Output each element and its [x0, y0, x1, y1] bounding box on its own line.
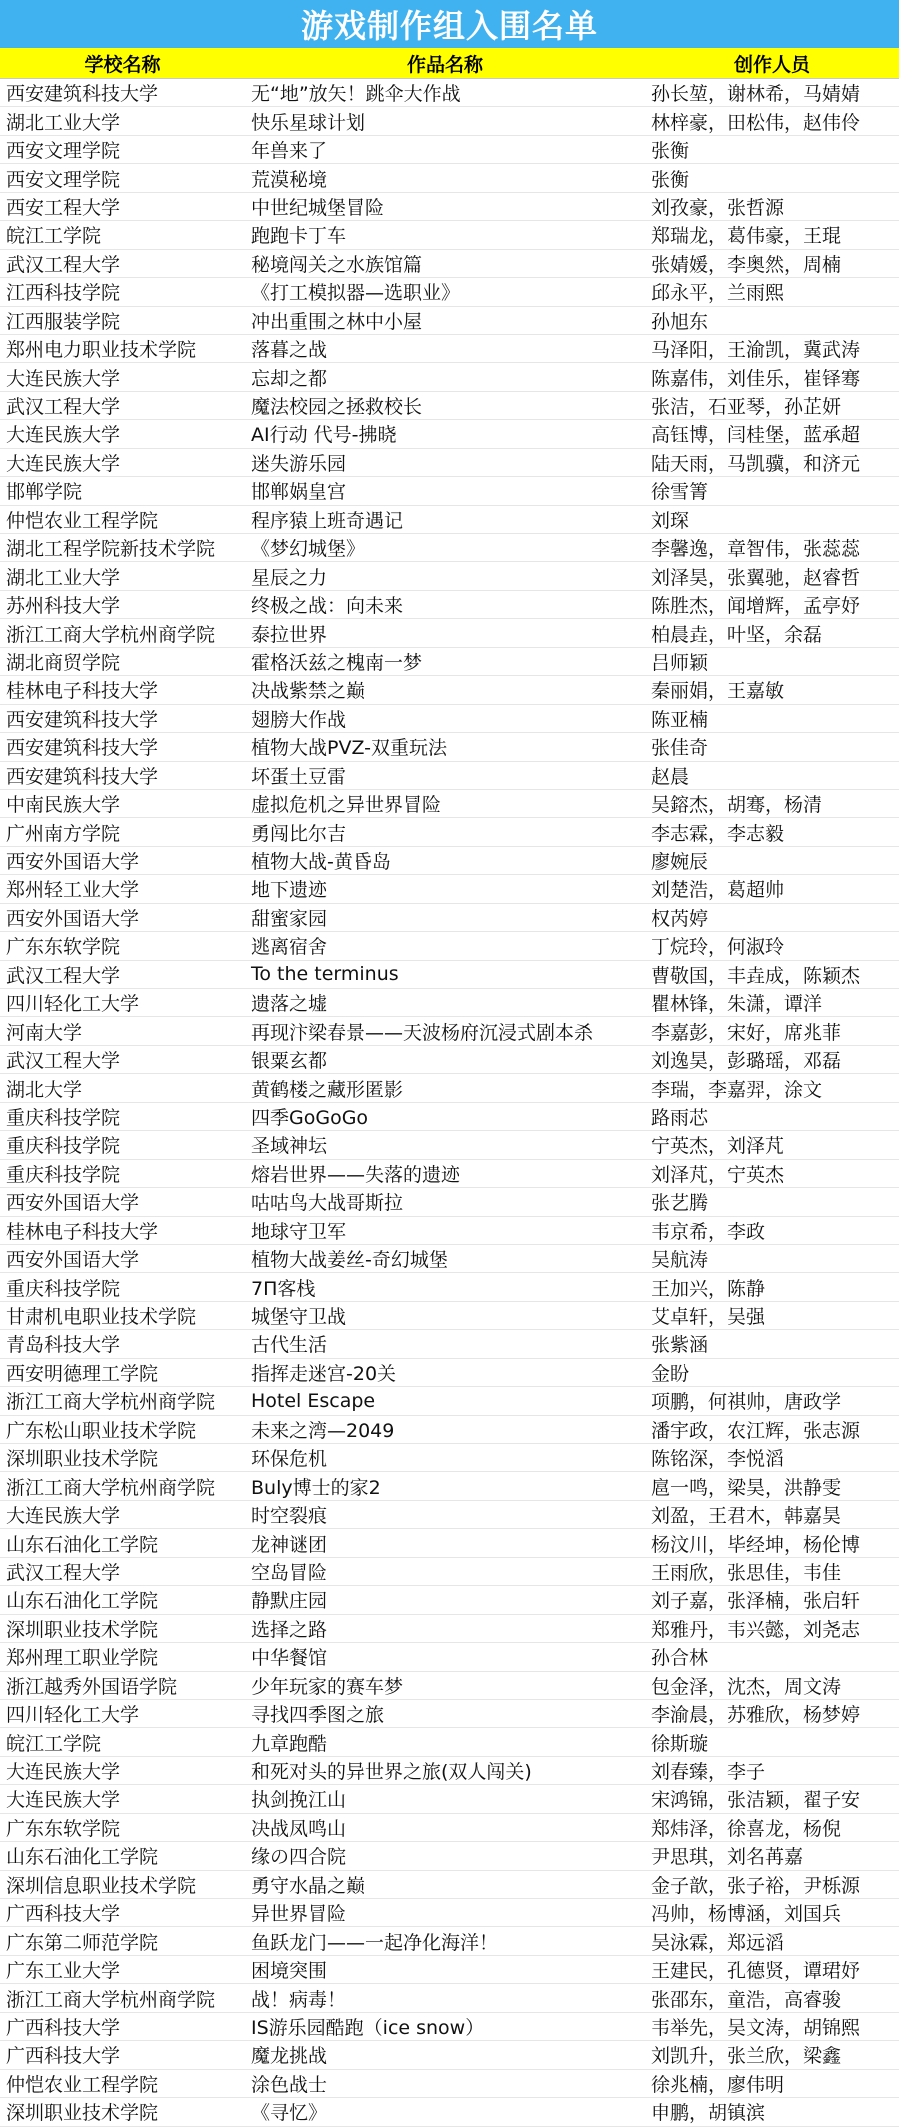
table-row: [0, 136, 899, 164]
cell-work: 城堡守卫战: [251, 1306, 347, 1329]
cell-school: 西安建筑科技大学: [6, 737, 159, 760]
cell-work: 植物大战PVZ-双重玩法: [251, 737, 447, 760]
table-row: [0, 619, 899, 647]
cell-work: 坏蛋土豆雷: [251, 765, 347, 788]
cell-school: 西安文理学院: [6, 140, 121, 163]
cell-work: 古代生活: [251, 1334, 328, 1357]
table-row: [0, 1586, 899, 1614]
table-header: [0, 48, 899, 79]
cell-school: 郑州电力职业技术学院: [6, 339, 197, 362]
cell-work: 地下遗迹: [251, 879, 328, 902]
cell-school: 广州南方学院: [6, 822, 121, 845]
table-row: [0, 932, 899, 960]
cell-work: 困境突围: [251, 1960, 328, 1983]
table-row: [0, 1757, 899, 1785]
cell-work: 空岛冒险: [251, 1561, 328, 1584]
cell-work: 迷失游乐园: [251, 452, 347, 475]
cell-school: 深圳信息职业技术学院: [6, 1874, 197, 1897]
cell-work: 决战紫禁之巅: [251, 680, 366, 703]
table-row: [0, 1672, 899, 1700]
cell-school: 湖北工业大学: [6, 566, 121, 589]
table-row: [0, 363, 899, 391]
cell-work: 九章跑酷: [251, 1732, 328, 1755]
cell-work: To the terminus: [251, 963, 399, 986]
cell-work: 勇守水晶之巅: [251, 1874, 366, 1897]
cell-school: 江西服装学院: [6, 310, 121, 333]
cell-school: 西安外国语大学: [6, 907, 140, 930]
table-row: [0, 278, 899, 306]
cell-people: 刘泽昊，张翼驰，赵睿哲: [651, 566, 861, 589]
cell-work: 程序猿上班奇遇记: [251, 509, 404, 532]
cell-people: 马泽阳，王渝凯，冀武涛: [651, 339, 861, 362]
table-row: [0, 1245, 899, 1273]
cell-school: 湖北工业大学: [6, 111, 121, 134]
cell-school: 重庆科技学院: [6, 1163, 121, 1186]
cell-school: 武汉工程大学: [6, 1050, 121, 1073]
page-title: 游戏制作组入围名单: [0, 0, 899, 48]
table-row: [0, 904, 899, 932]
cell-work: Hotel Escape: [251, 1389, 376, 1412]
cell-school: 山东石油化工学院: [6, 1590, 159, 1613]
cell-school: 广西科技大学: [6, 1903, 121, 1926]
table-row: [0, 307, 899, 335]
table-row: [0, 1017, 899, 1045]
cell-school: 武汉工程大学: [6, 253, 121, 276]
cell-people: 刘泽芃，宁英杰: [651, 1163, 785, 1186]
cell-school: 广西科技大学: [6, 2016, 121, 2039]
table-row: [0, 1728, 899, 1756]
cell-school: 武汉工程大学: [6, 396, 121, 419]
cell-people: 扈一鸣，梁昊，洪静雯: [651, 1476, 842, 1499]
table-row: [0, 762, 899, 790]
cell-school: 四川轻化工大学: [6, 993, 140, 1016]
table-row: [0, 1814, 899, 1842]
table-row: [0, 1899, 899, 1927]
cell-work: Buly博士的家2: [251, 1476, 381, 1499]
cell-work: 地球守卫军: [251, 1220, 347, 1243]
cell-people: 项鹏，何祺帅，唐政学: [651, 1391, 842, 1414]
cell-people: 张邵东，童浩，高睿骏: [651, 1988, 842, 2011]
cell-work: 无“地”放矢！跳伞大作战: [251, 83, 461, 106]
cell-school: 重庆科技学院: [6, 1277, 121, 1300]
cell-school: 深圳职业技术学院: [6, 1618, 159, 1641]
cell-people: 吕师颖: [651, 651, 709, 674]
table-row: [0, 1501, 899, 1529]
table-row: [0, 506, 899, 534]
cell-school: 山东石油化工学院: [6, 1533, 159, 1556]
cell-people: 瞿林锋，朱潇，谭洋: [651, 993, 823, 1016]
cell-people: 路雨芯: [651, 1106, 709, 1129]
cell-school: 大连民族大学: [6, 367, 121, 390]
cell-school: 浙江工商大学杭州商学院: [6, 623, 216, 646]
cell-people: 刘春臻，李子: [651, 1761, 766, 1784]
cell-work: 异世界冒险: [251, 1903, 347, 1926]
cell-people: 刘孜豪，张哲源: [651, 196, 785, 219]
cell-school: 武汉工程大学: [6, 1561, 121, 1584]
cell-school: 浙江工商大学杭州商学院: [6, 1988, 216, 2011]
cell-people: 李渝晨，苏雅欣，杨梦婷: [651, 1704, 861, 1727]
table-row: [0, 2070, 899, 2098]
cell-school: 西安建筑科技大学: [6, 765, 159, 788]
cell-work: 冲出重围之林中小屋: [251, 310, 423, 333]
cell-work: 和死对头的异世界之旅(双人闯关): [251, 1761, 532, 1784]
cell-people: 徐兆楠，廖伟明: [651, 2073, 785, 2096]
table-row: [0, 1046, 899, 1074]
table-row: [0, 1558, 899, 1586]
cell-people: 韦京希，李政: [651, 1220, 766, 1243]
cell-people: 金盼: [651, 1362, 690, 1385]
table-body: [0, 79, 899, 2127]
cell-people: 徐斯璇: [651, 1732, 709, 1755]
table-row: [0, 1785, 899, 1813]
cell-people: 刘凯升，张兰欣，梁鑫: [651, 2045, 842, 2068]
table-row: [0, 875, 899, 903]
cell-work: 决战凤鸣山: [251, 1817, 347, 1840]
table-row: [0, 221, 899, 249]
table-row: [0, 1302, 899, 1330]
cell-people: 金子歆，张子裕，尹栎源: [651, 1874, 861, 1897]
cell-school: 深圳职业技术学院: [6, 2102, 159, 2125]
cell-work: 寻找四季图之旅: [251, 1704, 385, 1727]
cell-people: 丁烷玲，何淑玲: [651, 936, 785, 959]
cell-work: 魔龙挑战: [251, 2045, 328, 2068]
cell-people: 宋鸿锦，张洁颖，翟子安: [651, 1789, 861, 1812]
cell-people: 李志霖，李志毅: [651, 822, 785, 845]
cell-school: 大连民族大学: [6, 1761, 121, 1784]
cell-school: 河南大学: [6, 1021, 83, 1044]
cell-school: 西安外国语大学: [6, 851, 140, 874]
cell-work: 时空裂痕: [251, 1505, 328, 1528]
cell-people: 柏晨垚，叶坚，余磊: [651, 623, 823, 646]
cell-work: 霍格沃兹之槐南一梦: [251, 651, 423, 674]
cell-people: 潘宇政，农江辉，张志源: [651, 1419, 861, 1442]
cell-people: 孙旭东: [651, 310, 709, 333]
cell-people: 宁英杰，刘泽芃: [651, 1135, 785, 1158]
cell-school: 邯郸学院: [6, 481, 83, 504]
cell-people: 吴航涛: [651, 1249, 709, 1272]
table-row: [0, 392, 899, 420]
table-row: [0, 1444, 899, 1472]
table-row: [0, 1956, 899, 1984]
table-row: [0, 193, 899, 221]
table-row: [0, 1074, 899, 1102]
cell-work: 7Π客栈: [251, 1277, 316, 1300]
table-row: [0, 2013, 899, 2041]
table-row: [0, 164, 899, 192]
cell-work: 植物大战-黄昏岛: [251, 851, 391, 874]
cell-work: 静默庄园: [251, 1590, 328, 1613]
cell-work: 龙神谜团: [251, 1533, 328, 1556]
cell-work: 落暮之战: [251, 339, 328, 362]
cell-people: 权芮婷: [651, 907, 709, 930]
cell-people: 张洁，石亚琴，孙芷妍: [651, 396, 842, 419]
cell-work: 翅膀大作战: [251, 708, 347, 731]
cell-people: 陈亚楠: [651, 708, 709, 731]
cell-school: 大连民族大学: [6, 1505, 121, 1528]
table-row: [0, 335, 899, 363]
cell-people: 郑瑞龙，葛伟豪，王琨: [651, 225, 842, 248]
cell-school: 四川轻化工大学: [6, 1704, 140, 1727]
table-row: [0, 733, 899, 761]
cell-work: 荒漠秘境: [251, 168, 328, 191]
cell-people: 张佳奇: [651, 737, 709, 760]
table-row: [0, 1871, 899, 1899]
cell-work: 勇闯比尔吉: [251, 822, 347, 845]
cell-school: 皖江工学院: [6, 1732, 102, 1755]
cell-school: 广东东软学院: [6, 1817, 121, 1840]
table-row: [0, 1273, 899, 1301]
cell-people: 刘琛: [651, 509, 690, 532]
cell-people: 高钰博，闫桂堡，蓝承超: [651, 424, 861, 447]
table-row: [0, 818, 899, 846]
cell-work: 泰拉世界: [251, 623, 328, 646]
cell-school: 广东第二师范学院: [6, 1931, 159, 1954]
cell-people: 李嘉彭，宋好，席兆菲: [651, 1021, 842, 1044]
cell-work: 星辰之力: [251, 566, 328, 589]
cell-work: 黄鹤楼之藏形匿影: [251, 1078, 404, 1101]
cell-people: 申鹏，胡镇滨: [651, 2102, 766, 2125]
cell-work: 涂色战士: [251, 2073, 328, 2096]
cell-work: 咕咕鸟大战哥斯拉: [251, 1192, 404, 1215]
cell-people: 秦丽娟，王嘉敏: [651, 680, 785, 703]
table-row: [0, 1842, 899, 1870]
cell-school: 浙江越秀外国语学院: [6, 1675, 178, 1698]
table-row: [0, 2041, 899, 2069]
cell-school: 甘肃机电职业技术学院: [6, 1306, 197, 1329]
cell-people: 韦举先，吴文涛，胡锦熙: [651, 2016, 861, 2039]
cell-work: 《打工模拟器—选职业》: [251, 282, 461, 305]
cell-school: 西安建筑科技大学: [6, 708, 159, 731]
cell-people: 刘盈，王君木，韩嘉昊: [651, 1505, 842, 1528]
table-row: [0, 1103, 899, 1131]
cell-school: 浙江工商大学杭州商学院: [6, 1391, 216, 1414]
table-row: [0, 477, 899, 505]
table-row: [0, 107, 899, 135]
cell-people: 孙长堃，谢林希，马婧婧: [651, 83, 861, 106]
cell-work: 圣域神坛: [251, 1135, 328, 1158]
cell-school: 大连民族大学: [6, 424, 121, 447]
cell-school: 苏州科技大学: [6, 595, 121, 618]
cell-people: 陈铭深，李悦滔: [651, 1448, 785, 1471]
cell-people: 陈嘉伟，刘佳乐，崔铎骞: [651, 367, 861, 390]
cell-school: 武汉工程大学: [6, 964, 121, 987]
cell-people: 张衡: [651, 140, 690, 163]
table-row: [0, 1160, 899, 1188]
cell-school: 西安文理学院: [6, 168, 121, 191]
cell-school: 郑州理工职业学院: [6, 1647, 159, 1670]
table-row: [0, 420, 899, 448]
cell-school: 江西科技学院: [6, 282, 121, 305]
cell-work: 战！病毒！: [251, 1988, 347, 2011]
cell-school: 重庆科技学院: [6, 1135, 121, 1158]
table-row: [0, 1131, 899, 1159]
cell-people: 李瑞，李嘉羿，涂文: [651, 1078, 823, 1101]
cell-people: 冯帅，杨博涵，刘国兵: [651, 1903, 842, 1926]
table-row: [0, 648, 899, 676]
cell-work: 植物大战姜丝-奇幻城堡: [251, 1249, 448, 1272]
cell-school: 山东石油化工学院: [6, 1846, 159, 1869]
cell-work: 缘の四合院: [251, 1846, 347, 1869]
cell-people: 艾卓轩，吴强: [651, 1306, 766, 1329]
cell-people: 吴泳霖，郑远滔: [651, 1931, 785, 1954]
table-row: [0, 1188, 899, 1216]
cell-school: 中南民族大学: [6, 794, 121, 817]
cell-work: IS游乐园酷跑（ice snow）: [251, 2016, 485, 2039]
cell-school: 西安外国语大学: [6, 1192, 140, 1215]
cell-people: 王建民，孔德贤，谭珺妤: [651, 1960, 861, 1983]
table-row: [0, 705, 899, 733]
table-row: [0, 1615, 899, 1643]
cell-people: 王雨欣，张思佳，韦佳: [651, 1561, 842, 1584]
cell-school: 桂林电子科技大学: [6, 1220, 159, 1243]
table-row: [0, 1472, 899, 1500]
cell-work: 跑跑卡丁车: [251, 225, 347, 248]
cell-school: 西安明德理工学院: [6, 1362, 159, 1385]
cell-work: 终极之战：向未来: [251, 595, 404, 618]
cell-people: 郑雅丹，韦兴懿，刘尧志: [651, 1618, 861, 1641]
cell-school: 湖北工程学院新技术学院: [6, 538, 216, 561]
table-row: [0, 1643, 899, 1671]
cell-work: 中华餐馆: [251, 1647, 328, 1670]
cell-school: 大连民族大学: [6, 1789, 121, 1812]
cell-work: 环保危机: [251, 1448, 328, 1471]
table-row: [0, 790, 899, 818]
header-school: 学校名称: [84, 53, 161, 76]
cell-work: 《梦幻城堡》: [251, 538, 366, 561]
cell-work: 执剑挽江山: [251, 1789, 347, 1812]
cell-school: 皖江工学院: [6, 225, 102, 248]
cell-school: 广东东软学院: [6, 936, 121, 959]
cell-school: 广东工业大学: [6, 1960, 121, 1983]
cell-work: 银粟玄都: [251, 1050, 328, 1073]
cell-people: 曹敬国，丰垚成，陈颖杰: [651, 964, 861, 987]
cell-school: 浙江工商大学杭州商学院: [6, 1476, 216, 1499]
cell-work: 逃离宿舍: [251, 936, 328, 959]
cell-school: 湖北商贸学院: [6, 651, 121, 674]
cell-school: 广东松山职业技术学院: [6, 1419, 197, 1442]
table-row: [0, 847, 899, 875]
cell-people: 张婧媛，李奥然，周楠: [651, 253, 842, 276]
table-row: [0, 250, 899, 278]
cell-work: 魔法校园之拯救校长: [251, 396, 423, 419]
cell-work: 少年玩家的赛车梦: [251, 1675, 404, 1698]
cell-people: 陈胜杰，闻增辉，孟亭妤: [651, 595, 861, 618]
cell-school: 湖北大学: [6, 1078, 83, 1101]
cell-work: 快乐星球计划: [251, 111, 366, 134]
cell-school: 广西科技大学: [6, 2045, 121, 2068]
table-row: [0, 961, 899, 989]
cell-work: 《寻忆》: [251, 2102, 328, 2125]
cell-work: 遗落之墟: [251, 993, 328, 1016]
cell-people: 孙合林: [651, 1647, 709, 1670]
table-row: [0, 534, 899, 562]
cell-people: 邱永平，兰雨熙: [651, 282, 785, 305]
cell-school: 郑州轻工业大学: [6, 879, 140, 902]
cell-school: 重庆科技学院: [6, 1106, 121, 1129]
cell-work: 中世纪城堡冒险: [251, 196, 385, 219]
cell-work: 四季GoGoGo: [251, 1106, 369, 1129]
cell-people: 尹思琪，刘名苒嘉: [651, 1846, 804, 1869]
cell-people: 张艺腾: [651, 1192, 709, 1215]
header-people: 创作人员: [733, 53, 810, 76]
cell-school: 青岛科技大学: [6, 1334, 121, 1357]
cell-people: 张衡: [651, 168, 690, 191]
cell-people: 赵晨: [651, 765, 690, 788]
table-row: [0, 449, 899, 477]
cell-school: 桂林电子科技大学: [6, 680, 159, 703]
cell-work: 甜蜜家园: [251, 907, 328, 930]
table-row: [0, 1217, 899, 1245]
table-row: [0, 79, 899, 107]
cell-work: 年兽来了: [251, 140, 328, 163]
cell-people: 刘楚浩，葛超帅: [651, 879, 785, 902]
table-row: [0, 1984, 899, 2012]
cell-work: 秘境闯关之水族馆篇: [251, 253, 423, 276]
cell-work: 指挥走迷宫-20关: [251, 1362, 397, 1385]
cell-people: 李馨逸，章智伟，张蕊蕊: [651, 538, 861, 561]
cell-work: 邯郸娲皇宫: [251, 481, 347, 504]
cell-school: 西安建筑科技大学: [6, 83, 159, 106]
table-row: [0, 1330, 899, 1358]
table-row: [0, 2098, 899, 2126]
table-row: [0, 989, 899, 1017]
table-row: [0, 1700, 899, 1728]
header-work: 作品名称: [406, 53, 483, 76]
cell-people: 吴鎔杰，胡骞，杨清: [651, 794, 823, 817]
cell-people: 刘子嘉，张泽楠，张启轩: [651, 1590, 861, 1613]
cell-school: 大连民族大学: [6, 452, 121, 475]
cell-work: 选择之路: [251, 1618, 328, 1641]
cell-school: 仲恺农业工程学院: [6, 2073, 159, 2096]
cell-people: 杨汶川，毕经坤，杨伦博: [651, 1533, 861, 1556]
cell-work: 再现汴梁春景——天波杨府沉浸式剧本杀: [251, 1021, 594, 1044]
table-row: [0, 1927, 899, 1955]
cell-school: 西安工程大学: [6, 196, 121, 219]
table-row: [0, 562, 899, 590]
cell-work: AI行动 代号-拂晓: [251, 424, 397, 447]
cell-people: 徐雪箐: [651, 481, 709, 504]
cell-work: 未来之湾—2049: [251, 1419, 395, 1442]
cell-work: 熔岩世界——失落的遗迹: [251, 1163, 461, 1186]
table-row: [0, 676, 899, 704]
cell-people: 郑炜泽，徐喜龙，杨倪: [651, 1817, 842, 1840]
cell-people: 刘逸昊，彭璐瑶，邓磊: [651, 1050, 842, 1073]
cell-people: 陆天雨，马凯骥，和济元: [651, 452, 861, 475]
cell-school: 深圳职业技术学院: [6, 1448, 159, 1471]
table-row: [0, 1359, 899, 1387]
cell-people: 廖婉辰: [651, 851, 709, 874]
cell-people: 张紫涵: [651, 1334, 709, 1357]
cell-school: 西安外国语大学: [6, 1249, 140, 1272]
table-row: [0, 1387, 899, 1415]
table-row: [0, 591, 899, 619]
cell-school: 仲恺农业工程学院: [6, 509, 159, 532]
table-row: [0, 1529, 899, 1557]
cell-work: 虚拟危机之异世界冒险: [251, 794, 442, 817]
cell-people: 王加兴，陈静: [651, 1277, 766, 1300]
cell-people: 林梓豪，田松伟，赵伟伶: [651, 111, 861, 134]
cell-work: 鱼跃龙门——一起净化海洋！: [251, 1931, 499, 1954]
cell-work: 忘却之都: [251, 367, 328, 390]
table-row: [0, 1416, 899, 1444]
cell-people: 包金泽，沈杰，周文涛: [651, 1675, 842, 1698]
